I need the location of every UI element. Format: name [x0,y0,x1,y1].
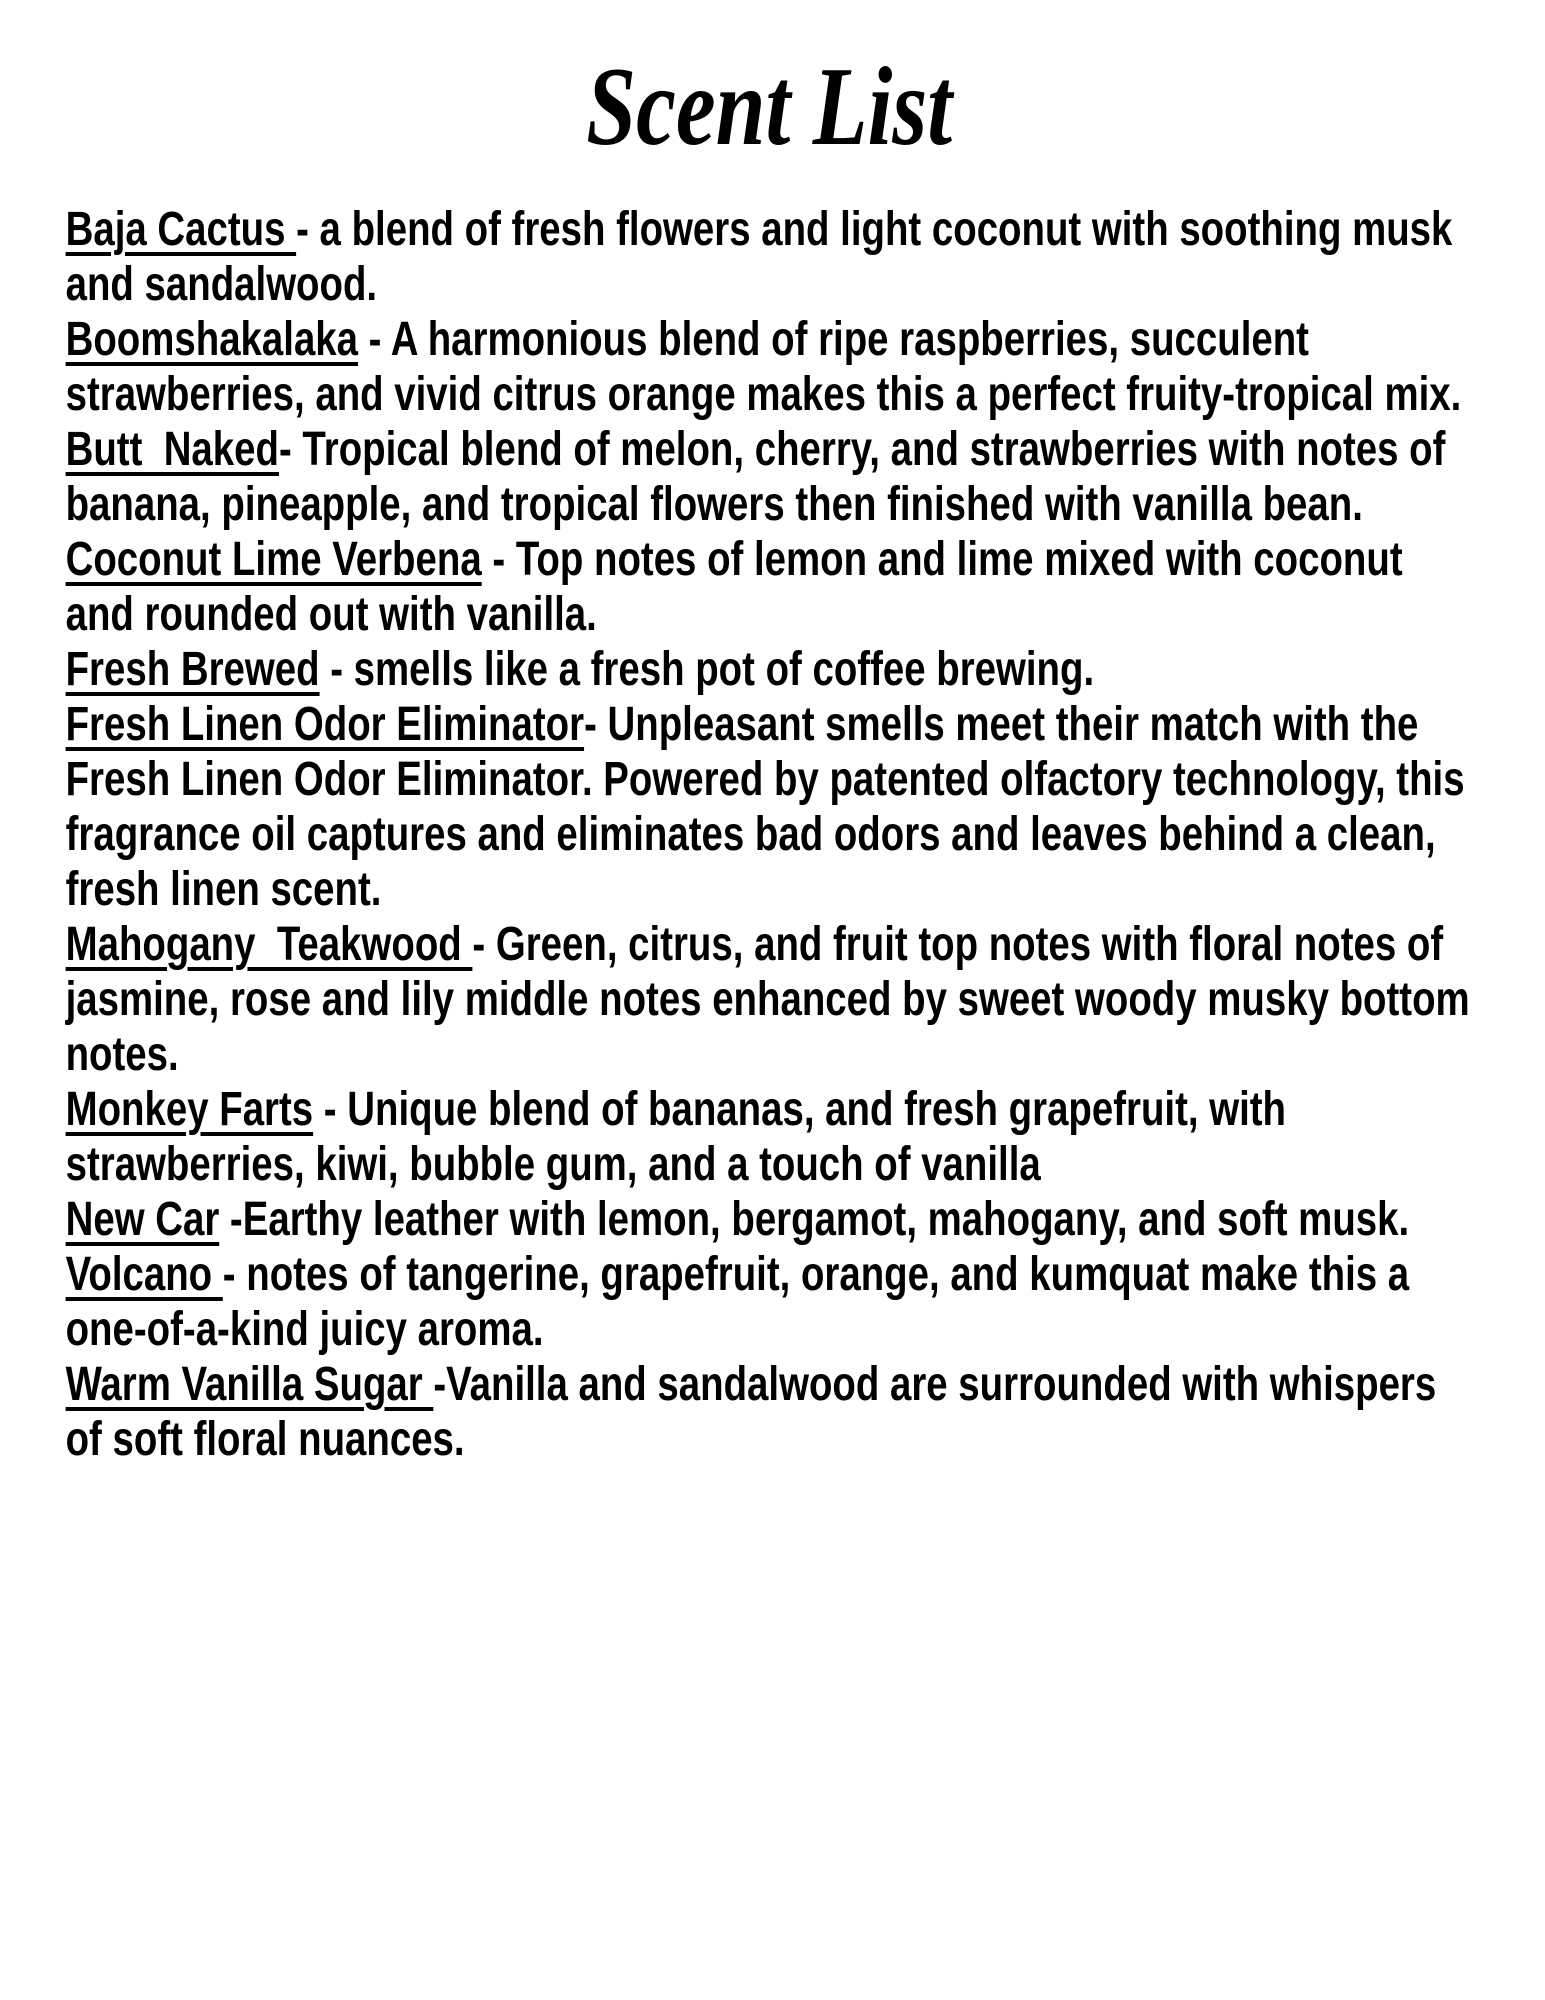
scent-description: - A harmonious blend of ripe raspberries, succulent strawberries, and vivid citrus orange makes this a perfect fruity-tropical mix. [65,313,1462,421]
scent-name: Warm Vanilla Sugar [65,1358,434,1411]
scent-name: Fresh Linen Odor Eliminator [65,698,585,751]
scent-name: Volcano [65,1248,223,1301]
scent-name: New Car [65,1193,220,1246]
scent-description: - smells like a fresh pot of coffee brewing. [319,643,1095,696]
scent-name: Mahogany Teakwood [65,918,473,971]
scent-item [66,312,1473,422]
scent-item [66,202,1473,312]
scent-item [66,1082,1473,1192]
scent-name: Monkey Farts [65,1083,314,1136]
scent-description: - Green, citrus, and fruit top notes with floral notes of jasmine, rose and lily middle notes enhanced by sweet woody musky bottom notes. [65,918,1481,1081]
scent-description: - Unique blend of bananas, and fresh grapefruit, with strawberries, kiwi, bubble gum, and a touch of vanilla [65,1083,1297,1191]
scent-item [66,642,1473,697]
scent-name: Butt Naked [65,423,279,476]
scent-description: - Top notes of lemon and lime mixed with coconut and rounded out with vanilla. [65,533,1414,641]
scent-item [66,422,1473,532]
scent-item [66,532,1473,642]
scent-item [65,697,1476,917]
scent-list [65,202,1481,1467]
scent-item [66,1357,1473,1467]
scent-name: Fresh Brewed [65,643,320,696]
scent-description: -Earthy leather with lemon, bergamot, mahogany, and soft musk. [219,1193,1410,1246]
scent-description: - notes of tangerine, grapefruit, orange, and kumquat make this a one-of-a-kind juicy aroma. [65,1248,1420,1356]
scent-item [65,917,1481,1082]
scent-name: Baja Cactus [65,203,297,256]
page-title: Scent List [586,45,953,169]
scent-item [66,1247,1473,1357]
scent-item [66,1192,1473,1247]
scent-name: Coconut Lime Verbena [65,533,482,586]
scent-description: - Unpleasant smells meet their match with the Fresh Linen Odor Eliminator. Powered by patented olfactory technology, this fragrance oil captures and eliminates bad odors and leaves behind a clean, fresh linen scent. [65,698,1476,916]
scent-description: - a blend of fresh flowers and light coconut with soothing musk and sandalwood. [65,203,1464,311]
scent-description: - Tropical blend of melon, cherry, and strawberries with notes of banana, pineapple, and tropical flowers then finished with vanilla bean. [65,423,1457,531]
scent-description: -Vanilla and sandalwood are surrounded with whispers of soft floral nuances. [65,1358,1447,1466]
scent-name: Boomshakalaka [65,313,359,366]
